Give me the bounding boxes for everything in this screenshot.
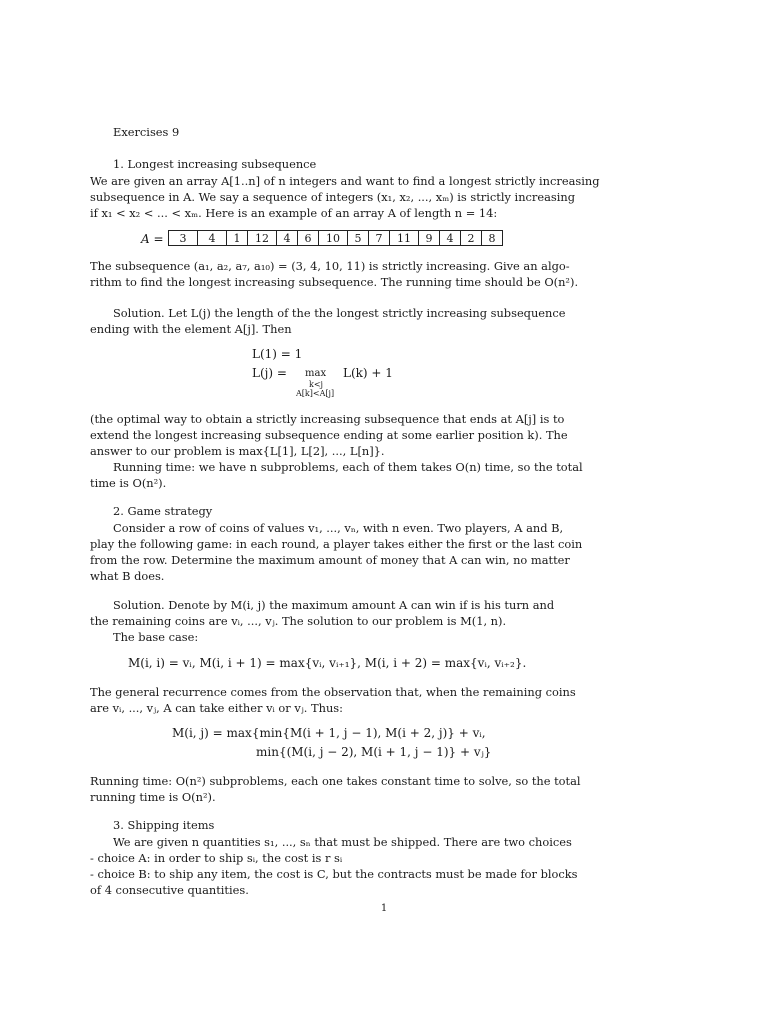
s1-solution-line: Solution. Let L(j) the length of the the longest strictly increasing subsequence bbox=[113, 306, 566, 320]
s2-p1-line: from the row. Determine the maximum amount of money that A can win, no matter bbox=[90, 553, 570, 567]
s2-solution-line: Solution. Denote by M(i, j) the maximum amount A can win if is his turn and bbox=[113, 598, 555, 612]
s3-p1-line: - choice B: to ship any item, the cost is C, but the contracts must be made for blocks bbox=[90, 867, 578, 881]
s2-solution-line: the remaining coins are vᵢ, ..., vⱼ. The solution to our problem is M(1, n). bbox=[90, 614, 507, 628]
s1-p1-line: We are given an array A[1..n] of n integers and want to find a longest strictly increasing bbox=[90, 174, 600, 188]
s2-p2-line: are vᵢ, ..., vⱼ, A can take either vᵢ or vⱼ. Thus: bbox=[90, 701, 343, 715]
array-cell: 5 bbox=[348, 231, 369, 246]
equation-recurrence-right: L(k) + 1 bbox=[343, 366, 393, 380]
s1-p3-line: (the optimal way to obtain a strictly increasing subsequence that ends at A[j] is to bbox=[90, 412, 565, 426]
array-cell: 4 bbox=[440, 231, 461, 246]
s2-runtime-line: Running time: O(n²) subproblems, each one takes constant time to solve, so the total bbox=[90, 774, 581, 788]
equation-base-case: M(i, i) = vᵢ, M(i, i + 1) = max{vᵢ, vᵢ₊₁}, M(i, i + 2) = max{vᵢ, vᵢ₊₂}. bbox=[128, 656, 527, 670]
array-cell: 12 bbox=[248, 231, 277, 246]
s1-p3-line: answer to our problem is max{L[1], L[2], ..., L[n]}. bbox=[90, 444, 385, 458]
section-3-title: 3. Shipping items bbox=[113, 818, 215, 832]
s1-p2-line: The subsequence (a₁, a₂, a₇, a₁₀) = (3, 4, 10, 11) is strictly increasing. Give an algo- bbox=[90, 259, 570, 273]
array-cell: 4 bbox=[198, 231, 227, 246]
equation-subscript: A[k]<A[j] bbox=[296, 389, 335, 398]
array-cell: 9 bbox=[419, 231, 440, 246]
s3-p1-line: - choice A: in order to ship sᵢ, the cost is r sᵢ bbox=[90, 851, 343, 865]
s1-runtime-line: time is O(n²). bbox=[90, 476, 167, 490]
equation-recurrence-left: L(j) = bbox=[252, 366, 287, 380]
s1-runtime-line: Running time: we have n subproblems, each of them takes O(n) time, so the total bbox=[113, 460, 583, 474]
s3-p1-line: of 4 consecutive quantities. bbox=[90, 883, 249, 897]
array-label: A = bbox=[141, 232, 164, 246]
s1-p1-line: if x₁ < x₂ < ... < xₘ. Here is an example of an array A of length n = 14: bbox=[90, 206, 498, 220]
s1-p2-line: rithm to find the longest increasing subsequence. The running time should be O(n²). bbox=[90, 275, 579, 289]
s2-base-label: The base case: bbox=[113, 630, 199, 644]
s2-p2-line: The general recurrence comes from the observation that, when the remaining coins bbox=[90, 685, 576, 699]
s1-solution-line: ending with the element A[j]. Then bbox=[90, 322, 292, 336]
equation-subscript: k<j bbox=[309, 380, 324, 389]
equation-max: max bbox=[305, 368, 327, 379]
section-2-title: 2. Game strategy bbox=[113, 504, 213, 518]
s1-p1-line: subsequence in A. We say a sequence of integers (x₁, x₂, ..., xₘ) is strictly increasing bbox=[90, 190, 575, 204]
document-header: Exercises 9 bbox=[113, 125, 180, 139]
equation-recurrence-1: M(i, j) = max{min{M(i + 1, j − 1), M(i + 2, j)} + vᵢ, bbox=[172, 726, 486, 740]
s2-p1-line: Consider a row of coins of values v₁, ..., vₙ, with n even. Two players, A and B, bbox=[113, 521, 564, 535]
s2-p1-line: what B does. bbox=[90, 569, 165, 583]
example-array-table bbox=[168, 230, 503, 246]
equation-recurrence-2: min{(M(i, j − 2), M(i + 1, j − 1)} + vⱼ} bbox=[256, 745, 492, 759]
equation-base: L(1) = 1 bbox=[252, 347, 303, 361]
array-cell: 7 bbox=[369, 231, 390, 246]
s3-p1-line: We are given n quantities s₁, ..., sₙ that must be shipped. There are two choices bbox=[113, 835, 572, 849]
array-cell: 6 bbox=[298, 231, 319, 246]
page-number: 1 bbox=[380, 903, 388, 914]
array-cell: 8 bbox=[482, 231, 503, 246]
array-cell: 1 bbox=[227, 231, 248, 246]
s2-p1-line: play the following game: in each round, a player takes either the first or the last coin bbox=[90, 537, 583, 551]
s1-p3-line: extend the longest increasing subsequence ending at some earlier position k). The bbox=[90, 428, 568, 442]
array-cell: 3 bbox=[169, 231, 198, 246]
array-cell: 2 bbox=[461, 231, 482, 246]
section-1-title: 1. Longest increasing subsequence bbox=[113, 157, 317, 171]
array-cell: 10 bbox=[319, 231, 348, 246]
array-cell: 4 bbox=[277, 231, 298, 246]
array-cell: 11 bbox=[390, 231, 419, 246]
s2-runtime-line: running time is O(n²). bbox=[90, 790, 216, 804]
